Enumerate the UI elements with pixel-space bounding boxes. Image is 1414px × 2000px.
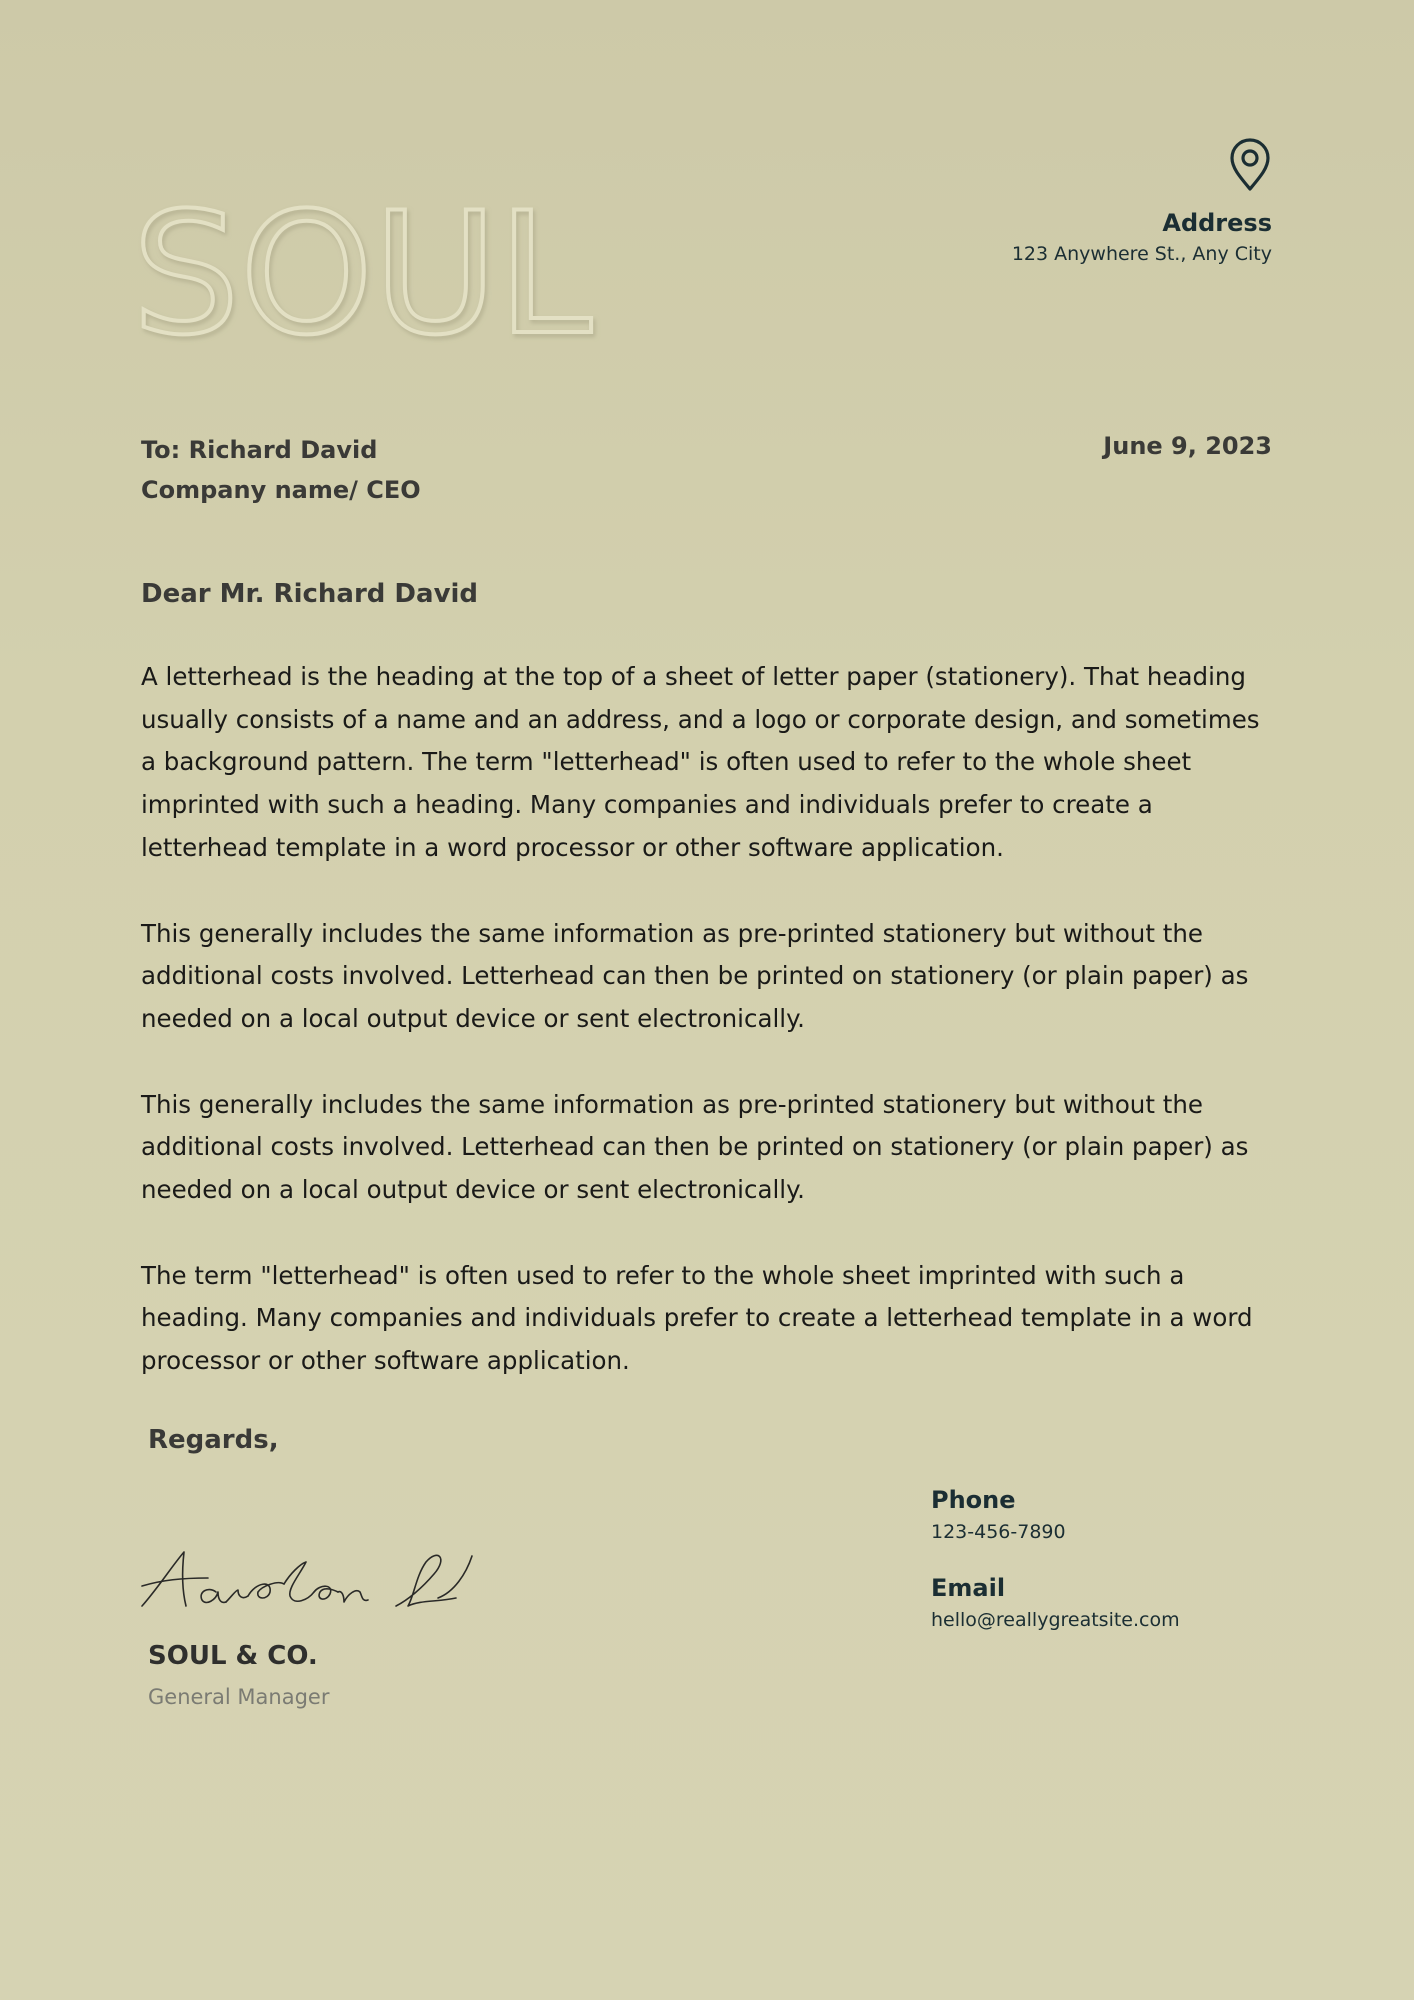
address-block: [1012, 138, 1272, 268]
letter-date: June 9, 2023: [1103, 432, 1272, 460]
email-group: [931, 1572, 1180, 1634]
logo-embossed-text: [132, 176, 602, 372]
salutation: Dear Mr. Richard David: [141, 579, 479, 609]
body-paragraph-2: This generally includes the same information as pre-printed stationery but without the additional costs involved. Letterhead can then be printed on stationery (or plain paper) as needed on a local output device or sent electronically.: [141, 918, 1249, 1033]
body-paragraph-3: This generally includes the same information as pre-printed stationery but without the additional costs involved. Letterhead can then be printed on stationery (or plain paper) as needed on a local output device or sent electronically.: [141, 1089, 1249, 1205]
phone-label: Phone: [931, 1486, 1016, 1514]
recipient-name: To: Richard David: [141, 436, 378, 464]
recipient-company: Company name/ CEO: [141, 476, 421, 504]
email-value: hello@reallygreatsite.com: [931, 1609, 1180, 1631]
phone-value: 123-456-7890: [931, 1521, 1066, 1543]
body-paragraph-4: The term "letterhead" is often used to refer to the whole sheet imprinted with such a heading. Many companies and individuals prefer to create a letterhead template in a word processor or other software application.: [141, 1260, 1253, 1376]
contact-block: [931, 1484, 1180, 1634]
sender-company: SOUL & CO.: [148, 1641, 318, 1671]
map-pin-icon: [1228, 138, 1272, 192]
body-paragraph-1: A letterhead is the heading at the top of a sheet of letter paper (stationery). That heading usually consists of a name and an address, and a logo or corporate design, and sometimes a background pattern. The term "letterhead" is often used to refer to the whole sheet imprinted with such a heading. Many companies and individuals prefer to create a letterhead template in a word processor or other software application.: [141, 662, 1260, 862]
email-label: Email: [931, 1574, 1006, 1602]
svg-text:SOUL: SOUL: [132, 176, 592, 372]
sender-title: General Manager: [148, 1685, 330, 1709]
address-value: 123 Anywhere St., Any City: [1011, 243, 1272, 265]
address-label: Address: [1162, 209, 1272, 237]
closing: Regards,: [148, 1425, 279, 1455]
brand-logo: [132, 176, 602, 372]
recipient-block: [141, 430, 421, 510]
phone-group: [931, 1484, 1180, 1546]
handwritten-signature: [138, 1540, 498, 1620]
letter-body: [141, 656, 1281, 1426]
